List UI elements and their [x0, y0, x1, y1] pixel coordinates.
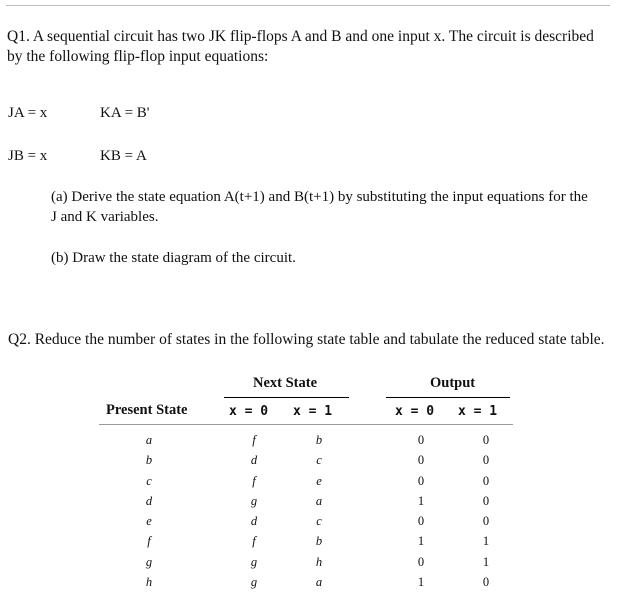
table-cell: h — [315, 554, 323, 569]
table-cell: e — [146, 514, 152, 529]
table-cell: 0 — [482, 473, 490, 488]
table-cell: g — [250, 575, 258, 590]
table-cell: 1 — [417, 493, 425, 508]
table-cell: 0 — [417, 514, 425, 529]
table-cell: a — [315, 575, 323, 590]
q1-text — [7, 27, 594, 67]
q1-line2: by the following flip-flop input equations: — [7, 48, 269, 65]
equation-kb: KB = A — [100, 148, 147, 164]
table-cell: 0 — [417, 453, 425, 468]
table-cell: d — [145, 493, 153, 508]
part-a-line2: J and K variables. — [51, 209, 159, 225]
table-cell: g — [250, 493, 258, 508]
table-cell: f — [147, 534, 151, 549]
table-cell: 0 — [482, 433, 490, 447]
table-cell: c — [316, 453, 322, 468]
next-state-rule — [224, 397, 349, 398]
equation-ka: KA = B' — [100, 105, 150, 121]
part-b: (b) Draw the state diagram of the circuit. — [51, 250, 296, 266]
table-cell: b — [145, 453, 153, 468]
out-x1-header: x = 1 — [458, 404, 498, 419]
part-a-line1: (a) Derive the state equation A(t+1) and B(t+1) by substituting the input equations for the — [51, 189, 588, 205]
table-cell: e — [316, 473, 322, 488]
output-header: Output — [430, 375, 476, 391]
table-cell: g — [250, 554, 258, 569]
table-cell: g — [145, 554, 153, 569]
table-cell: 1 — [417, 534, 425, 549]
table-cell: 0 — [417, 554, 425, 569]
out-x0-header: x = 0 — [395, 404, 435, 419]
table-cell: b — [315, 433, 323, 447]
table-cell: 0 — [482, 493, 490, 508]
header-rule — [99, 424, 513, 425]
equation-jb: JB = x — [8, 148, 48, 164]
table-cell: c — [146, 473, 152, 488]
table-cell: d — [250, 514, 258, 529]
table-cell: 0 — [417, 433, 425, 447]
table-cell: 1 — [417, 575, 425, 590]
table-cell: 0 — [417, 473, 425, 488]
table-cell: 0 — [482, 453, 490, 468]
output-rule — [386, 397, 510, 398]
present-state-column — [131, 430, 167, 592]
table-cell: 1 — [482, 554, 490, 569]
table-cell: c — [316, 514, 322, 529]
next-state-header: Next State — [253, 375, 318, 391]
table-cell: d — [250, 453, 258, 468]
table-cell: 0 — [482, 575, 490, 590]
next-x0-column — [236, 430, 272, 592]
next-x1-header: x = 1 — [293, 404, 333, 419]
equation-ja: JA = x — [8, 105, 48, 121]
present-state-header: Present State — [106, 402, 188, 418]
table-cell: f — [252, 473, 256, 488]
table-cell: a — [145, 433, 153, 447]
table-cell: 1 — [482, 534, 490, 549]
next-x0-header: x = 0 — [229, 404, 269, 419]
table-cell: a — [315, 493, 323, 508]
next-x1-column — [301, 430, 337, 592]
table-cell: h — [145, 575, 153, 590]
out-x1-column — [468, 430, 504, 592]
out-x0-column — [403, 430, 439, 592]
top-divider — [6, 5, 610, 6]
part-a — [51, 187, 588, 227]
q1-line1: Q1. A sequential circuit has two JK flip-flops A and B and one input x. The circuit is described — [7, 28, 594, 45]
table-cell: f — [252, 534, 256, 549]
table-cell: b — [315, 534, 323, 549]
table-cell: 0 — [482, 514, 490, 529]
table-cell: f — [252, 433, 256, 447]
q2-text: Q2. Reduce the number of states in the following state table and tabulate the reduced state table. — [8, 331, 605, 348]
